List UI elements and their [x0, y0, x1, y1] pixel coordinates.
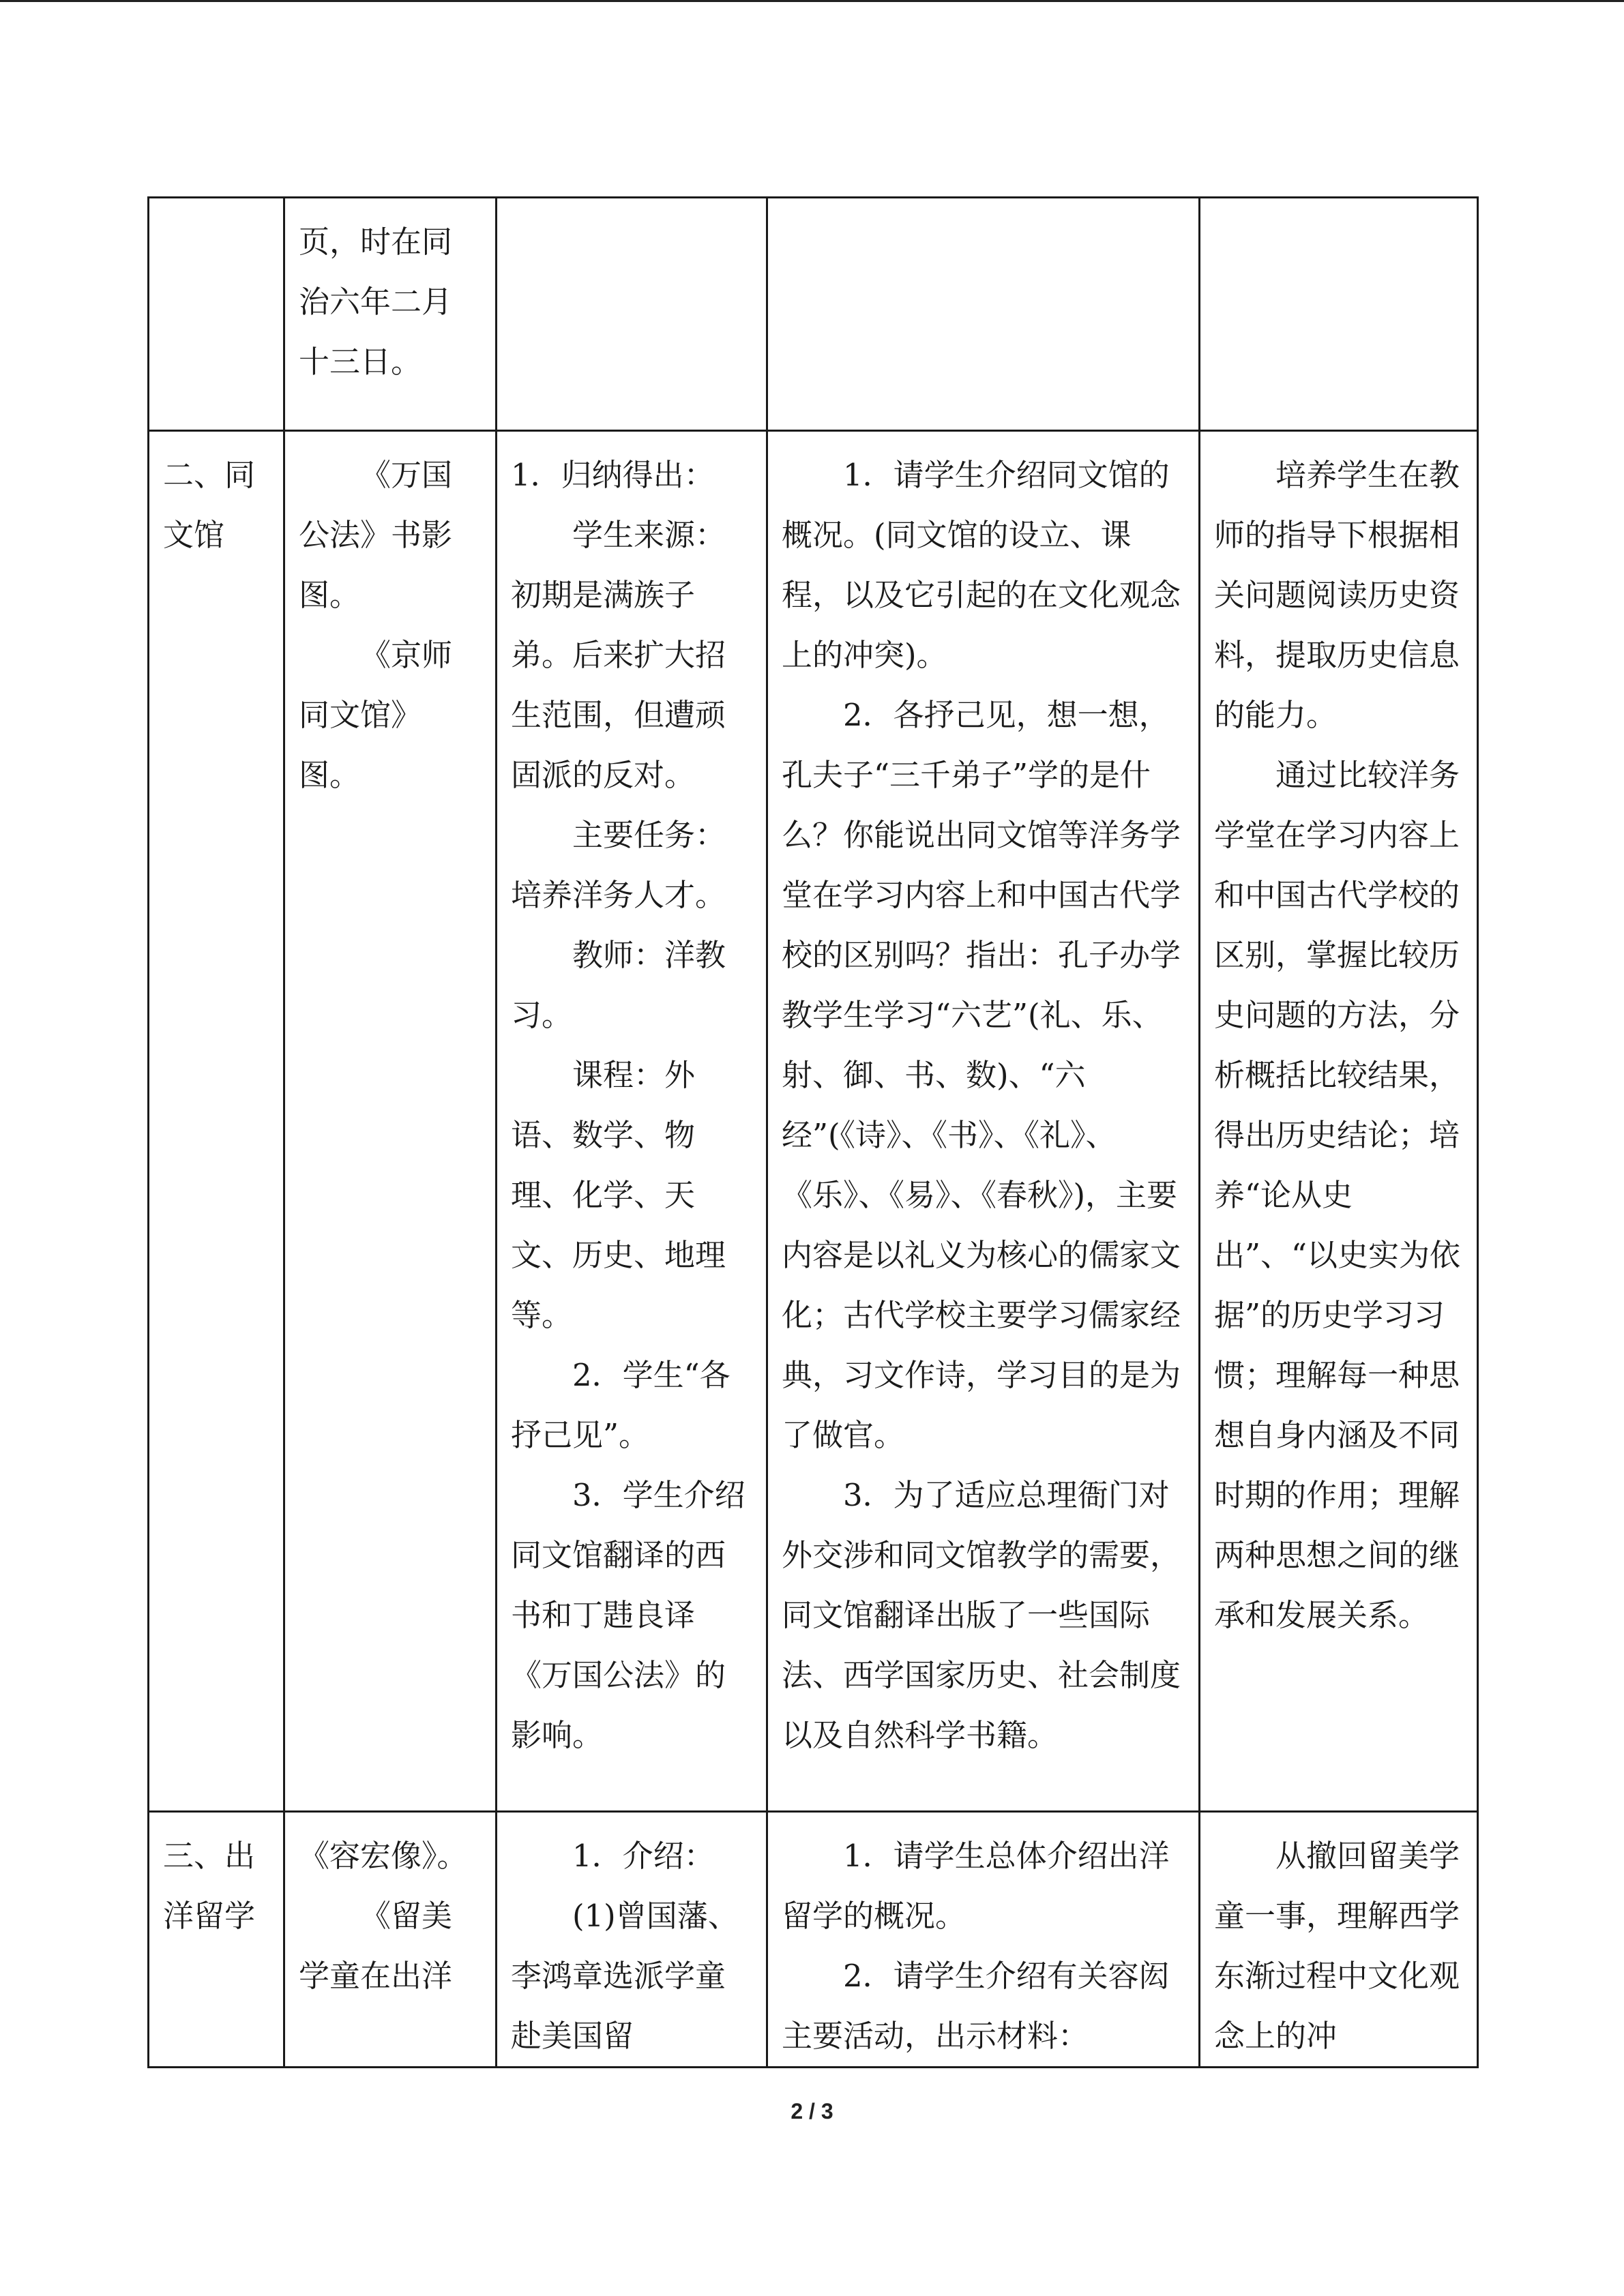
materials-cell: [284, 1812, 497, 2068]
student-activity-cell: [497, 431, 767, 1812]
paragraph: 1．请学生总体介绍出洋留学的概况。: [782, 1838, 1170, 1934]
section-title: 三、出洋留学: [163, 1838, 256, 1934]
design-purpose-cell: [1200, 431, 1478, 1812]
paragraph: 培养学生在教师的指导下根据相关问题阅读历史资料，提取历史信息的能力。: [1214, 457, 1460, 733]
design-purpose-cell: [1200, 1812, 1478, 2068]
materials-cell: [284, 431, 497, 1812]
paragraph: 2．各抒己见，想一想，孔夫子“三千弟子”学的是什么？你能说出同文馆等洋务学堂在学习内容上和中国古代学校的区别吗？指出：孔子办学教学生学习“六艺”(礼、乐、射、御、书、数)、“六经”(《诗》、《书》、《礼》、《乐》、《易》、《春秋》)，主要内容是以礼义为核心的儒家文化；古代学校主要学习儒家经典，习文作诗，学习目的是为了做官。: [782, 697, 1181, 1453]
section-cell: [149, 1812, 284, 2068]
paragraph: 《万国公法》书影图。: [299, 457, 453, 613]
paragraph: 3．为了适应总理衙门对外交涉和同文馆教学的需要，同文馆翻译出版了一些国际法、西学国家历史、社会制度以及自然科学书籍。: [782, 1477, 1181, 1753]
section-title: 二、同文馆: [163, 457, 256, 553]
paragraph: 《容宏像》。: [299, 1838, 468, 1874]
materials-cell: [284, 198, 497, 431]
paragraph: 《京师同文馆》图。: [299, 637, 453, 793]
page-number: 2 / 3: [791, 2099, 833, 2123]
paragraph: 从撤回留美学童一事，理解西学东渐过程中文化观念上的冲: [1214, 1838, 1460, 2054]
section-cell: [149, 431, 284, 1812]
paragraph: 1．归纳得出：: [511, 457, 715, 493]
paragraph: 1．请学生介绍同文馆的概况。(同文馆的设立、课程，以及它引起的在文化观念上的冲突)。: [782, 457, 1181, 673]
teacher-activity-cell: [767, 431, 1200, 1812]
table-row: [149, 198, 1478, 431]
student-activity-cell: [497, 1812, 767, 2068]
paragraph: 2．学生“各抒己见”。: [511, 1357, 730, 1453]
table-row: [149, 431, 1478, 1812]
paragraph: 《留美学童在出洋: [299, 1898, 453, 1994]
design-purpose-cell: [1200, 198, 1478, 431]
paragraph: 2．请学生介绍有关容闳主要活动，出示材料：: [782, 1958, 1170, 2054]
lesson-plan-table: [147, 196, 1479, 2068]
student-activity-cell: [497, 198, 767, 431]
table-row: [149, 1812, 1478, 2068]
teacher-activity-cell: [767, 198, 1200, 431]
paragraph: 主要任务：培养洋务人才。: [511, 817, 726, 913]
paragraph: 1．介绍：: [572, 1838, 715, 1874]
paragraph: 学生来源：初期是满族子弟。后来扩大招生范围，但遭顽固派的反对。: [511, 517, 726, 793]
paragraph: 课程：外语、数学、物理、化学、天文、历史、地理等。: [511, 1057, 726, 1333]
paragraph: 教师：洋教习。: [511, 937, 726, 1033]
paragraph: (1)曾国藩、李鸿章选派学童赴美国留: [511, 1898, 739, 2054]
top-border-line: [0, 0, 1624, 2]
paragraph: 通过比较洋务学堂在学习内容上和中国古代学校的区别，掌握比较历史问题的方法，分析概括比较结果，得出历史结论；培养“论从史出”、“以史实为依据”的历史学习习惯；理解每一种思想自身内涵及不同时期的作用；理解两种思想之间的继承和发展关系。: [1214, 757, 1461, 1633]
paragraph: 3．学生介绍同文馆翻译的西书和丁韪良译《万国公法》的影响。: [511, 1477, 745, 1753]
teacher-activity-cell: [767, 1812, 1200, 2068]
paragraph: 页，时在同治六年二月十三日。: [299, 224, 453, 380]
section-cell: [149, 198, 284, 431]
